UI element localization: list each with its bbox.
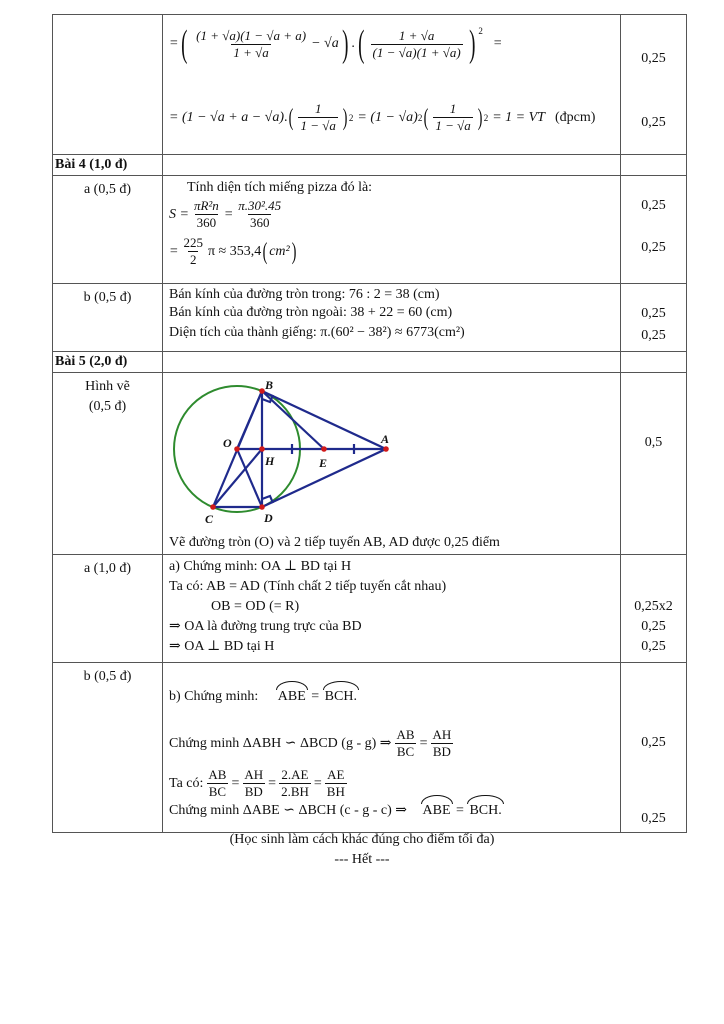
figure-caption: Vẽ đường tròn (O) và 2 tiếp tuyến AB, AD được 0,25 điểm bbox=[169, 535, 500, 550]
label-e: E bbox=[319, 456, 328, 470]
term: − √a bbox=[311, 36, 339, 51]
text-line: Bán kính của đường tròn ngoài: 38 + 22 = 60 (cm) bbox=[169, 305, 453, 320]
text-line: Ta có: AB = AD (Tính chất 2 tiếp tuyến cắt nhau) bbox=[169, 579, 447, 594]
bai4a-row bbox=[53, 176, 687, 284]
text-line: Bán kính của đường tròn trong: 76 : 2 = 38 (cm) bbox=[169, 287, 440, 302]
exponent: 2 bbox=[348, 112, 354, 123]
numerator: π.30².45 bbox=[238, 198, 282, 213]
bai5b-score-cell bbox=[621, 663, 687, 833]
bai3-row bbox=[53, 15, 687, 155]
bai5b-row bbox=[53, 663, 687, 833]
bai5b-content bbox=[163, 663, 621, 833]
denominator: 360 bbox=[249, 215, 270, 230]
score: 0,25 bbox=[641, 328, 666, 343]
score: 0,25 bbox=[641, 115, 666, 130]
label-b: B bbox=[265, 381, 274, 392]
empty-cell bbox=[163, 155, 621, 176]
angle-bch: BCH. bbox=[323, 687, 359, 707]
part-label: b (0,5 đ) bbox=[53, 284, 163, 352]
equals: = bbox=[492, 36, 503, 51]
text: b) Chứng minh: bbox=[169, 689, 259, 704]
segment-od bbox=[237, 449, 262, 507]
label-line: Hình vẽ bbox=[85, 379, 130, 394]
label-a: A bbox=[381, 432, 390, 446]
prove-line bbox=[169, 687, 359, 707]
bai4-header-row bbox=[53, 155, 687, 176]
empty-cell bbox=[163, 352, 621, 373]
bai5a-row bbox=[53, 555, 687, 663]
bai4b-content bbox=[163, 284, 621, 352]
score: 0,25 bbox=[641, 639, 666, 654]
numerator: AE bbox=[327, 767, 345, 782]
numerator: AB bbox=[208, 767, 227, 782]
point-d bbox=[259, 504, 265, 510]
bai4b-row bbox=[53, 284, 687, 352]
footer-note: (Học sinh làm cách khác đúng cho điểm tối đa) bbox=[229, 832, 495, 847]
denominator: BD bbox=[432, 744, 451, 759]
text: Chứng minh ΔABH ∽ ΔBCD (g - g) ⇒ bbox=[169, 736, 392, 751]
bai3-line2: = (1 − √a + a − √a) . ( $\frac{1}{1 - √a}$ ) 2 = (1 − √a) 2 ( $\frac{1}{1 - √a}$ ) 2 = 1 = VT (đpcm) bbox=[169, 101, 596, 133]
bai4b-score-cell bbox=[621, 284, 687, 352]
bai3-score-cell bbox=[621, 15, 687, 155]
score: 0,5 bbox=[644, 435, 663, 450]
denominator: BC bbox=[208, 784, 227, 799]
denominator: BC bbox=[396, 744, 415, 759]
score: 0,25 bbox=[641, 198, 666, 213]
term: 1 − √a + a bbox=[244, 27, 302, 43]
denominator: 1 + √a bbox=[233, 44, 269, 60]
bai5-figure-row bbox=[53, 373, 687, 555]
numerator: AH bbox=[432, 727, 452, 742]
text-line: OB = OD (= R) bbox=[211, 599, 300, 614]
text-line: Diện tích của thành giếng: π.(60² − 38²) ≈ 6773(cm²) bbox=[169, 325, 465, 340]
point-o bbox=[234, 446, 240, 452]
dpcm-note: (đpcm) bbox=[554, 109, 596, 125]
text-line: ⇒ OA là đường trung trực của BD bbox=[169, 619, 362, 634]
term: 1 + √a bbox=[200, 27, 236, 43]
tangent-ab bbox=[262, 391, 386, 449]
equals: = bbox=[311, 689, 320, 704]
empty-cell bbox=[621, 155, 687, 176]
text: Ta có: bbox=[169, 775, 204, 791]
numerator: 1 bbox=[314, 101, 322, 116]
denominator: 1 − √a bbox=[300, 118, 336, 133]
label-c: C bbox=[205, 512, 214, 526]
figure-label bbox=[53, 373, 163, 555]
label-line: (0,5 đ) bbox=[88, 399, 127, 414]
label-o: O bbox=[223, 436, 232, 450]
denominator: 2 bbox=[189, 252, 197, 267]
term: = (1 − √a + a − √a) bbox=[169, 109, 284, 125]
term: S = bbox=[169, 206, 189, 222]
score: 0,25 bbox=[641, 240, 666, 255]
bai3-line1: = ( $\frac{(1 + √a)(1 - √a + a)}{1 + √a}$ − √a ) . ( $\frac{1 + √a}{(1 - √a)(1 + √a)}$ ) 2 = bbox=[169, 23, 503, 65]
score: 0,25 bbox=[641, 51, 666, 66]
empty-cell bbox=[621, 352, 687, 373]
text-line: ⇒ OA ⊥ BD tại H bbox=[169, 639, 275, 654]
text-line: a) Chứng minh: OA ⊥ BD tại H bbox=[169, 559, 352, 574]
similar-line-1 bbox=[169, 727, 456, 760]
score: 0,25 bbox=[641, 811, 666, 826]
denominator: BD bbox=[244, 784, 263, 799]
bai4a-content bbox=[163, 176, 621, 284]
numerator: 1 + √a bbox=[398, 27, 435, 43]
figure-content bbox=[163, 373, 621, 555]
part-label: a (0,5 đ) bbox=[53, 176, 163, 284]
score: 0,25 bbox=[641, 735, 666, 750]
point-c bbox=[210, 504, 216, 510]
point-e bbox=[321, 446, 327, 452]
term: = (1 − √a) bbox=[357, 109, 418, 125]
bai5a-content bbox=[163, 555, 621, 663]
part-label: b (0,5 đ) bbox=[53, 663, 163, 833]
unit: cm² bbox=[269, 243, 290, 259]
fraction bbox=[298, 101, 337, 134]
ratio-line: Ta có: $\frac{AB}{BC}$ = $\frac{AH}{BD}$ = $\frac{2.AE}{2.BH}$ = $\frac{AE}{BH}$ bbox=[169, 767, 345, 799]
similar-line-2 bbox=[169, 801, 504, 821]
exponent: 2 bbox=[478, 26, 483, 36]
equals: = bbox=[419, 735, 428, 751]
term: π ≈ 353,4 bbox=[207, 243, 262, 259]
bai5a-score-cell bbox=[621, 555, 687, 663]
grading-table bbox=[52, 14, 687, 833]
point-b bbox=[259, 388, 265, 394]
numerator: AB bbox=[396, 727, 415, 742]
point-h bbox=[259, 446, 265, 452]
bai3-content bbox=[163, 15, 621, 155]
fraction: $\frac{1}{1 - √a}$ bbox=[435, 101, 471, 133]
equals: = bbox=[169, 36, 179, 51]
fraction: $\frac{(1 + √a)(1 - √a + a)}{1 + √a}$ bbox=[196, 27, 307, 60]
denominator: BH bbox=[326, 784, 345, 799]
bai3-label-cell bbox=[53, 15, 163, 155]
score: 0,25 bbox=[641, 619, 666, 634]
section-title: Bài 4 (1,0 đ) bbox=[53, 155, 163, 176]
text: Chứng minh ΔABE ∽ ΔBCH (c - g - c) ⇒ bbox=[169, 803, 408, 818]
area-result: = $\frac{225}{2}$ π ≈ 353,4 ( cm² ) bbox=[169, 235, 297, 267]
label-d: D bbox=[264, 511, 273, 525]
numerator: AH bbox=[244, 767, 264, 782]
angle-abe: ABE bbox=[421, 801, 453, 821]
angle-abe: ABE bbox=[276, 687, 308, 707]
part-label: a (1,0 đ) bbox=[53, 555, 163, 663]
fraction: $\frac{1 + √a}{(1 - √a)(1 + √a)}$ bbox=[372, 27, 461, 60]
denominator: 360 bbox=[196, 215, 217, 230]
answer-sheet bbox=[52, 14, 686, 833]
area-formula: S = $\frac{\text{πR²n}}{360}$ = $\frac{\text{π.30².45}}{360}$ bbox=[169, 198, 282, 230]
bai4a-score-cell bbox=[621, 176, 687, 284]
figure-score-cell bbox=[621, 373, 687, 555]
score: 0,25x2 bbox=[634, 599, 673, 614]
numerator: πR²n bbox=[193, 198, 219, 213]
numerator: 2.AE bbox=[281, 767, 309, 782]
label-h: H bbox=[265, 454, 275, 468]
geometry-figure bbox=[169, 381, 409, 531]
segment-ch bbox=[213, 449, 262, 507]
bai5-header-row bbox=[53, 352, 687, 373]
score: 0,25 bbox=[641, 306, 666, 321]
term: 1 + √a bbox=[420, 44, 457, 60]
equals: = bbox=[169, 243, 179, 259]
point-a bbox=[383, 446, 389, 452]
numerator: 225 bbox=[183, 235, 203, 250]
term: 1 − √a bbox=[376, 44, 413, 60]
angle-bch: BCH. bbox=[467, 801, 503, 821]
denominator: 2.BH bbox=[281, 784, 309, 799]
term: = 1 = VT bbox=[492, 109, 545, 125]
intro-text: Tính diện tích miếng pizza đó là: bbox=[187, 180, 373, 195]
section-title: Bài 5 (2,0 đ) bbox=[53, 352, 163, 373]
equals: = bbox=[456, 803, 464, 818]
footer-end: --- Hết --- bbox=[334, 852, 390, 867]
